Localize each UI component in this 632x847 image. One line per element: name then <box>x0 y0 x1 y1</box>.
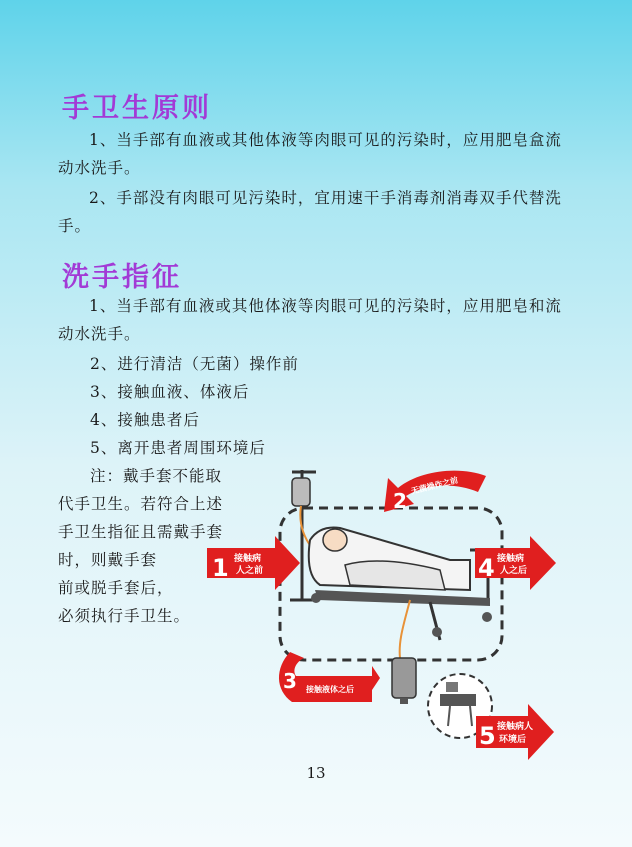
note-line: 前或脱手套后， <box>58 579 174 597</box>
moment-5-number: 5 <box>479 722 496 750</box>
note-line: 必须执行手卫生。 <box>58 607 191 625</box>
indication-item-3: 3、接触血液、体液后 <box>90 383 250 401</box>
moment-1-number: 1 <box>212 554 229 582</box>
note-line: 手卫生指征且需戴手套 <box>58 523 224 541</box>
moment-4-label-line2: 人之后 <box>500 566 528 576</box>
moment-4-label-line1: 接触病 <box>497 554 525 564</box>
moment-4-arrow-icon <box>475 536 556 590</box>
section-title-hand-hygiene-principles: 手卫生原则 <box>62 93 212 124</box>
moment-3-label: 接触液体之后 <box>306 685 354 694</box>
note-line: 时，则戴手套 <box>58 551 158 569</box>
page-number: 13 <box>306 764 326 782</box>
five-moments-illustration <box>205 462 565 762</box>
moment-2-label: 无菌操作之前 <box>410 475 460 496</box>
note-line: 注：戴手套不能取 <box>90 467 223 485</box>
moment-1-label-line1: 接触病 <box>234 554 262 564</box>
moment-3-number: 3 <box>283 669 297 693</box>
hospital-bed-icon <box>309 528 492 641</box>
moment-1-label-line2: 人之前 <box>236 566 264 576</box>
indication-item-5: 5、离开患者周围环境后 <box>90 439 266 457</box>
indication-paragraph-1: 1、当手部有血液或其他体液等肉眼可见的污染时，应用肥皂和流动水洗手。 <box>58 297 562 343</box>
indication-item-4: 4、接触患者后 <box>90 411 200 429</box>
moment-1-arrow-icon <box>207 536 300 590</box>
section-title-handwashing-indications: 洗手指征 <box>62 262 182 293</box>
moment-5-label-line1: 接触病人 <box>497 722 534 732</box>
moment-4-number: 4 <box>478 554 495 582</box>
moment-2-number: 2 <box>393 489 407 513</box>
note-line: 代手卫生。若符合上述 <box>58 495 224 513</box>
principle-paragraph-1: 1、当手部有血液或其他体液等肉眼可见的污染时，应用肥皂盒流动水洗手。 <box>58 131 562 177</box>
principle-paragraph-2: 2、手部没有肉眼可见污染时，宜用速干手消毒剂消毒双手代替洗手。 <box>58 189 562 235</box>
indication-item-2: 2、进行清洁（无菌）操作前 <box>90 355 299 373</box>
moment-5-label-line2: 环境后 <box>499 735 527 745</box>
drainage-bag-icon <box>392 600 416 704</box>
